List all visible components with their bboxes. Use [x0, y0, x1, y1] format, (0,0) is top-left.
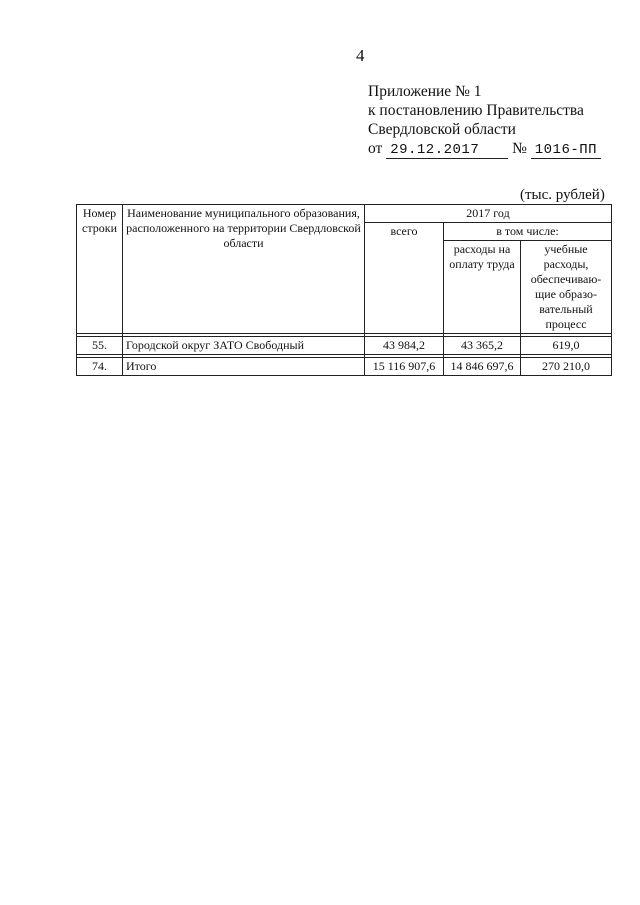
cell-row-number: 55. [77, 337, 123, 355]
cell-municipality: Итого [123, 358, 365, 376]
appendix-region-line: Свердловской области [368, 121, 516, 138]
cell-total: 15 116 907,6 [365, 358, 444, 376]
appendix-decree-line: к постановлению Правительства [368, 102, 584, 119]
header-municipality-name: Наименование муниципального образования, расположенного на территории Свердловской области [123, 205, 365, 334]
header-year: 2017 год [365, 205, 612, 223]
header-wages: расходы на оплату труда [444, 241, 521, 334]
table-row [77, 337, 612, 355]
header-row-number: Номер строки [77, 205, 123, 334]
cell-wages: 14 846 697,6 [444, 358, 521, 376]
appendix-block [368, 82, 601, 159]
cell-total: 43 984,2 [365, 337, 444, 355]
cell-wages: 43 365,2 [444, 337, 521, 355]
cell-municipality: Городской округ ЗАТО Свободный [123, 337, 365, 355]
decree-date: 29.12.2017 [386, 143, 508, 159]
appendix-date-number-line [368, 139, 601, 159]
appendix-title: Приложение № 1 [368, 83, 482, 100]
budget-table [76, 204, 612, 376]
cell-row-number: 74. [77, 358, 123, 376]
number-prefix: № [512, 140, 527, 157]
units-label: (тыс. рублей) [520, 187, 605, 203]
header-total: всего [365, 223, 444, 334]
date-prefix: от [368, 140, 383, 157]
cell-educational: 619,0 [521, 337, 612, 355]
header-educational: учебные расходы, обеспечиваю-щие образо-вательный процесс [521, 241, 612, 334]
cell-educational: 270 210,0 [521, 358, 612, 376]
decree-number: 1016-ПП [531, 143, 601, 159]
table-header-row-1 [77, 205, 612, 223]
page-number: 4 [356, 46, 365, 65]
table-row-total [77, 358, 612, 376]
header-including: в том числе: [444, 223, 612, 241]
